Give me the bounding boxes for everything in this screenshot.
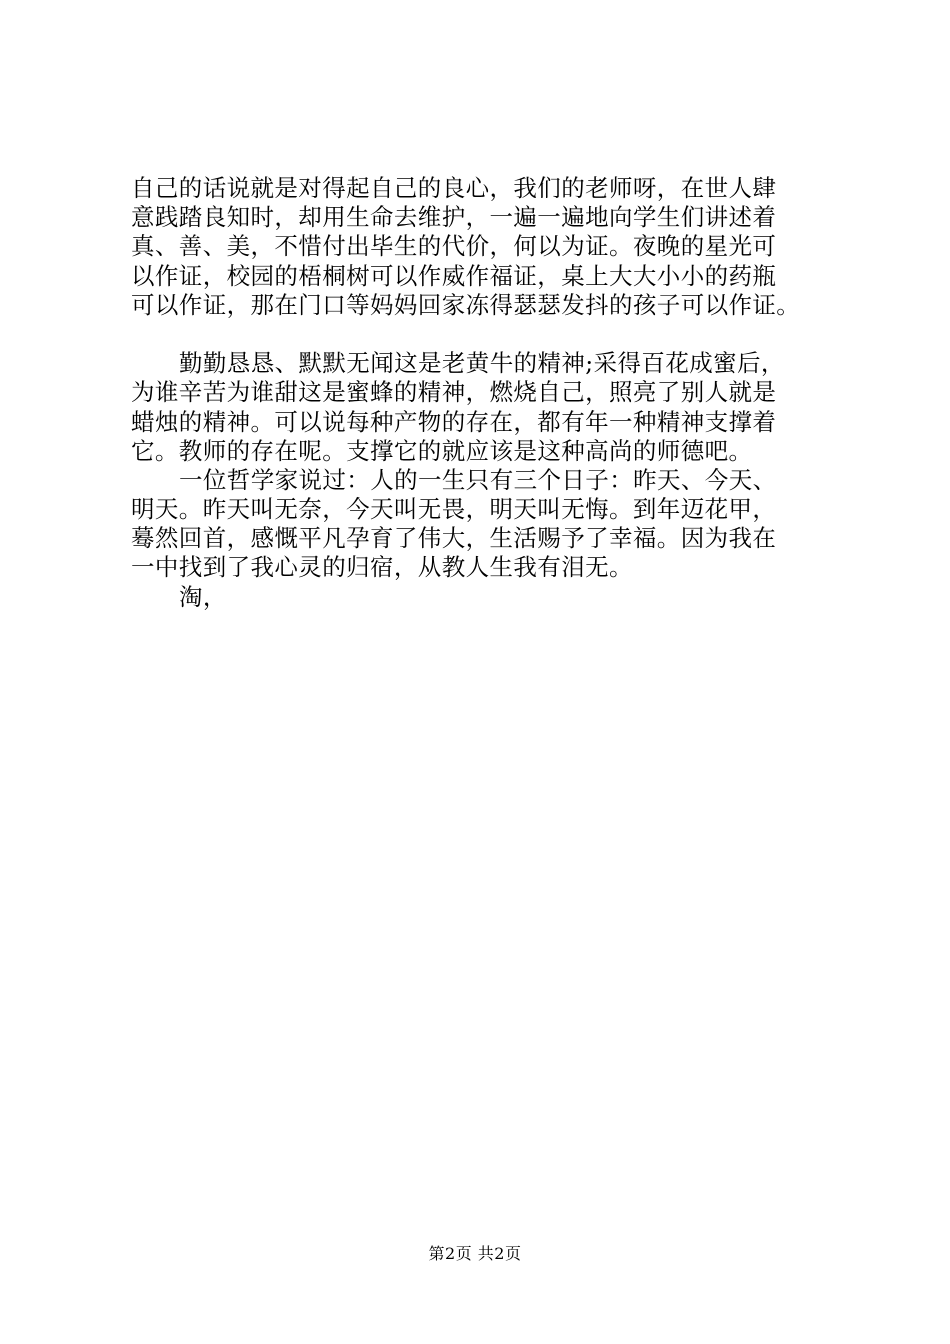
text-line: 它。教师的存在呢。支撑它的就应该是这种高尚的师德吧。 [131, 436, 753, 465]
document-body [131, 174, 851, 612]
text-line: 淘， [179, 582, 227, 611]
text-line: 自己的话说就是对得起自己的良心，我们的老师呀，在世人肆 [131, 174, 777, 202]
text-line: 一中找到了我心灵的归宿，从教人生我有泪无。 [131, 553, 633, 582]
text-line: 蓦然回首，感慨平凡孕育了伟大，生活赐予了幸福。因为我在 [131, 524, 777, 553]
text-line: 明天。昨天叫无奈，今天叫无畏，明天叫无悔。到年迈花甲， [131, 495, 777, 524]
paragraph-3 [131, 466, 851, 583]
page-number-label: 第2页 共2页 [428, 1244, 522, 1263]
text-line: 以作证，校园的梧桐树可以作威作福证，桌上大大小小的药瓶 [131, 261, 777, 290]
text-line: 蜡烛的精神。可以说每种产物的存在，都有年一种精神支撑着 [131, 407, 777, 436]
text-line: 一位哲学家说过：人的一生只有三个日子：昨天、今天、 [179, 465, 777, 494]
text-line: 勤勤恳恳、默默无闻这是老黄牛的精神;采得百花成蜜后， [179, 349, 785, 378]
text-line: 可以作证，那在门口等妈妈回家冻得瑟瑟发抖的孩子可以作证。 [131, 290, 801, 319]
page-footer [0, 1244, 950, 1264]
paragraph-4 [131, 583, 851, 612]
paragraph-2 [131, 349, 851, 466]
paragraph-spacer [131, 320, 851, 349]
text-line: 为谁辛苦为谁甜这是蜜蜂的精神，燃烧自己，照亮了别人就是 [131, 378, 777, 407]
text-line: 意践踏良知时，却用生命去维护，一遍一遍地向学生们讲述着 [131, 203, 777, 232]
paragraph-1 [131, 174, 851, 320]
text-line: 真、善、美，不惜付出毕生的代价，何以为证。夜晚的星光可 [131, 232, 777, 261]
